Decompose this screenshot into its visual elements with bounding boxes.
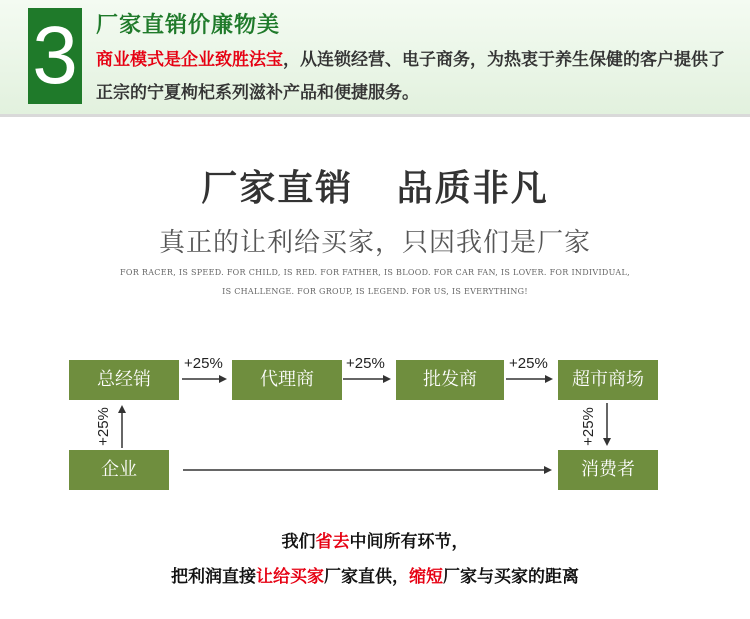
header-description-text: ，从连锁经营、电子商务，为热衷于养生保健的客户提供了正宗的宁夏枸杞系列滋补产品和便捷服务。 [96,50,725,103]
markup-supermarket-to-consumer: +25% [579,407,597,446]
markup-agent-to-wholesaler: +25% [346,355,385,372]
markup-general-to-agent: +25% [184,355,223,372]
english-tagline-2: IS CHALLENGE. FOR GROUP, IS LEGEND. FOR US, IS EVERYTHING! [222,287,528,296]
markup-wholesaler-to-supermarket: +25% [509,355,548,372]
node-agent: 代理商 [232,360,342,400]
footer-line-2-b: 厂家直供， [324,567,409,587]
main-title: 厂家直销 品质非凡 [201,168,549,209]
node-enterprise: 企业 [69,450,169,490]
node-supermarket: 超市商场 [558,360,658,400]
footer-line-2-highlight-1: 让给买家 [256,567,324,587]
footer-line-1-a: 我们 [281,532,316,552]
node-consumer: 消费者 [558,450,658,490]
header-title: 厂家直销价廉物美 [96,13,281,38]
footer-line-1 [0,527,750,552]
english-tagline-1: FOR RACER, IS SPEED. FOR CHILD, IS RED. FOR FATHER, IS BLOOD. FOR CAR FAN, IS LOVER. FOR INDIVIDUAL, [120,268,630,277]
header-description-highlight: 商业模式是企业致胜法宝 [96,50,283,70]
node-general-distributor: 总经销 [69,360,179,400]
section-number-badge: 3 [28,8,82,104]
footer-line-2-highlight-2: 缩短 [409,567,443,587]
markup-enterprise-to-general: +25% [94,407,112,446]
footer-line-1-b: 中间所有环节， [349,532,469,552]
footer-line-2-c: 厂家与买家的距离 [443,567,579,587]
sub-title: 真正的让利给买家，只因我们是厂家 [158,228,591,258]
footer-line-2 [0,562,750,587]
footer-line-1-highlight: 省去 [315,532,350,552]
footer-line-2-a: 把利润直接 [171,567,256,587]
node-wholesaler: 批发商 [396,360,504,400]
